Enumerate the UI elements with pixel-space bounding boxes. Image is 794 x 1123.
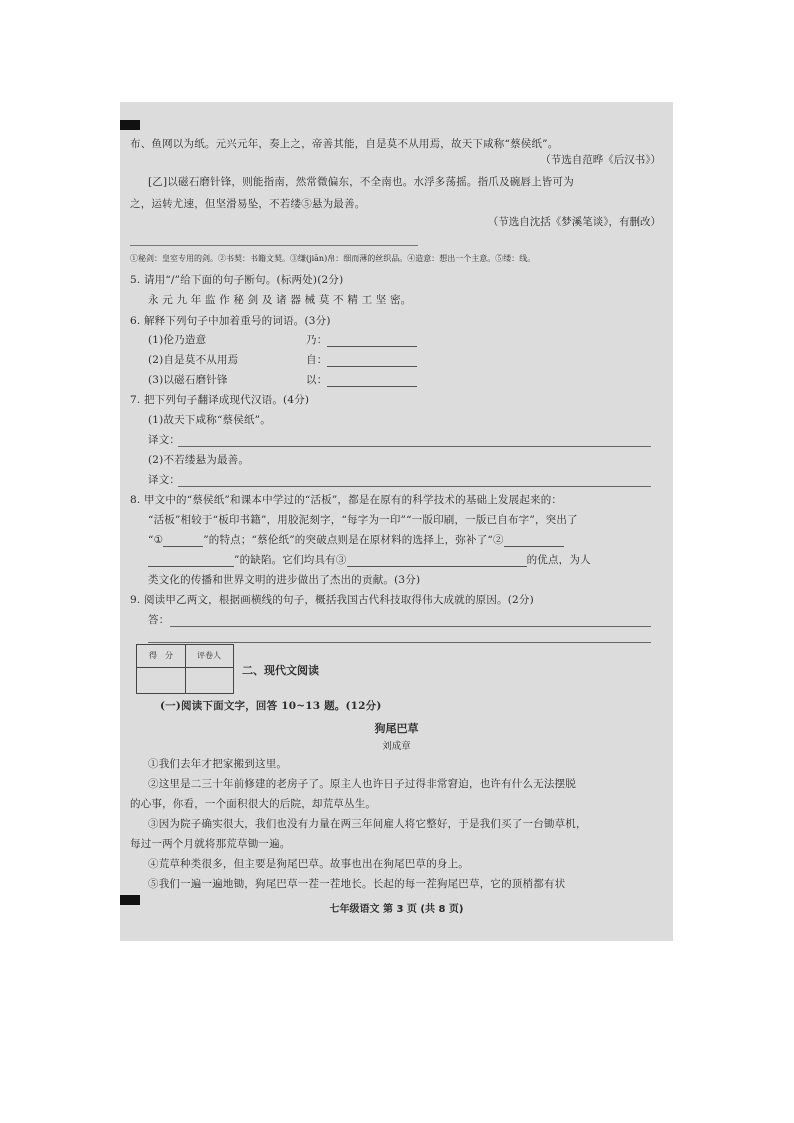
question-6-key-2: 自： — [306, 354, 661, 367]
passage-b-line1: 布、鱼网以为纸。元兴元年，奏上之，帝善其能，自是莫不从用焉，故天下咸称“蔡侯纸”。 — [130, 138, 559, 150]
question-9: 9. 阅读甲乙两文，根据画横线的句子，概括我国古代科技取得伟大成就的原因。(2分) — [130, 594, 534, 606]
score-box — [136, 644, 234, 694]
footnote-divider — [130, 245, 418, 246]
passage-source-2: （节选自沈括《梦溪笔谈》，有删改） — [487, 216, 661, 228]
question-8-line4: ”的缺陷。它们均具有③ 的优点，为人 — [148, 554, 661, 567]
translate-label-2: 译文： — [148, 474, 181, 486]
question-5: 5. 请用“/”给下面的句子断句。(标两处)(2分) — [130, 274, 344, 286]
paragraph-1: ①我们去年才把家搬到这里。 — [148, 758, 288, 770]
passage-b-line3: 之，运转尤速，但坚滑易坠，不若缕⑤悬为最善。 — [130, 198, 366, 210]
question-8-line3: “① ”的特点；“蔡伦纸”的突破点则是在原材料的选择上，弥补了“② — [148, 534, 661, 547]
question-5-sentence: 永 元 九 年 监 作 秘 剑 及 诸 器 械 莫 不 精 工 坚 密。 — [148, 294, 412, 306]
reading-instruction: (一)阅读下面文字，回答 10~13 题。(12分) — [160, 700, 382, 712]
translate-label-1: 译文： — [148, 434, 181, 446]
question-7: 7. 把下列句子翻译成现代汉语。(4分) — [130, 394, 310, 406]
question-7-s1: (1)故天下咸称“蔡侯纸”。 — [148, 414, 271, 426]
question-8-line5: 类文化的传播和世界文明的进步做出了杰出的贡献。(3分) — [148, 574, 421, 586]
article-title: 狗尾巴草 — [374, 722, 419, 735]
question-8-line1: 8. 甲文中的“蔡侯纸”和课本中学过的“活板”，都是在原有的科学技术的基础上发展起来的： — [130, 494, 563, 506]
exam-page — [120, 102, 673, 941]
page-footer: 七年级语文 第 3 页 (共 8 页) — [329, 904, 464, 915]
paragraph-4: ④荒草种类很多，但主要是狗尾巴草。故事也出在狗尾巴草的身上。 — [148, 858, 469, 870]
question-6: 6. 解释下列句子中加着重号的词语。(3分) — [130, 315, 331, 327]
answer-line-2 — [148, 642, 651, 643]
footnote: ①秘剑：皇室专用的剑。②书契：书籍文契。③缣(jiān)帛：细而薄的丝织品。④造意：想出一个主意。⑤缕：线。 — [130, 254, 536, 263]
question-6-item-1: (1)伦乃造意 — [148, 334, 207, 346]
paragraph-2b: 的心事，你看，一个面积很大的后院，却荒草丛生。 — [130, 798, 377, 810]
answer-line-1 — [170, 626, 651, 627]
translate-line-1 — [178, 446, 651, 447]
paragraph-5: ⑤我们一遍一遍地锄，狗尾巴草一茬一茬地长。长起的每一茬狗尾巴草，它的顶梢都有状 — [148, 878, 566, 890]
registration-mark-top — [120, 120, 140, 130]
question-6-item-2: (2)自是莫不从用焉 — [148, 354, 239, 366]
paragraph-2a: ②这里是二三十年前修建的老房子了。原主人也许日子过得非常窘迫，也许有什么无法摆脱 — [148, 778, 576, 790]
section-title: 二、现代文阅读 — [242, 664, 319, 677]
paragraph-3b: 每过一两个月就将那荒草锄一遍。 — [130, 838, 291, 850]
question-6-item-3: (3)以磁石磨针锋 — [148, 374, 228, 386]
translate-line-2 — [178, 486, 651, 487]
paragraph-3a: ③因为院子确实很大，我们也没有力量在两三年间雇人将它整好，于是我们买了一台锄草机， — [148, 818, 587, 830]
question-6-key-1: 乃： — [306, 334, 661, 347]
question-7-s2: (2)不若缕悬为最善。 — [148, 454, 250, 466]
question-6-key-3: 以： — [306, 374, 661, 387]
question-8-line2: “活板”相较于“板印书籍”，用胶泥刻字，“每字为一印”“一版印刷，一版已自布字”，突出了 — [148, 514, 578, 526]
passage-source: （节选自范晔《后汉书》） — [540, 154, 661, 166]
answer-label: 答： — [148, 614, 170, 626]
grader-label: 评卷人 — [197, 651, 221, 660]
score-label: 得 分 — [149, 651, 173, 660]
passage-b-line2: [乙]以磁石磨针锋，则能指南，然常微偏东，不全南也。水浮多荡摇。指爪及碗唇上皆可为 — [148, 176, 574, 188]
article-author: 刘成章 — [382, 741, 411, 752]
